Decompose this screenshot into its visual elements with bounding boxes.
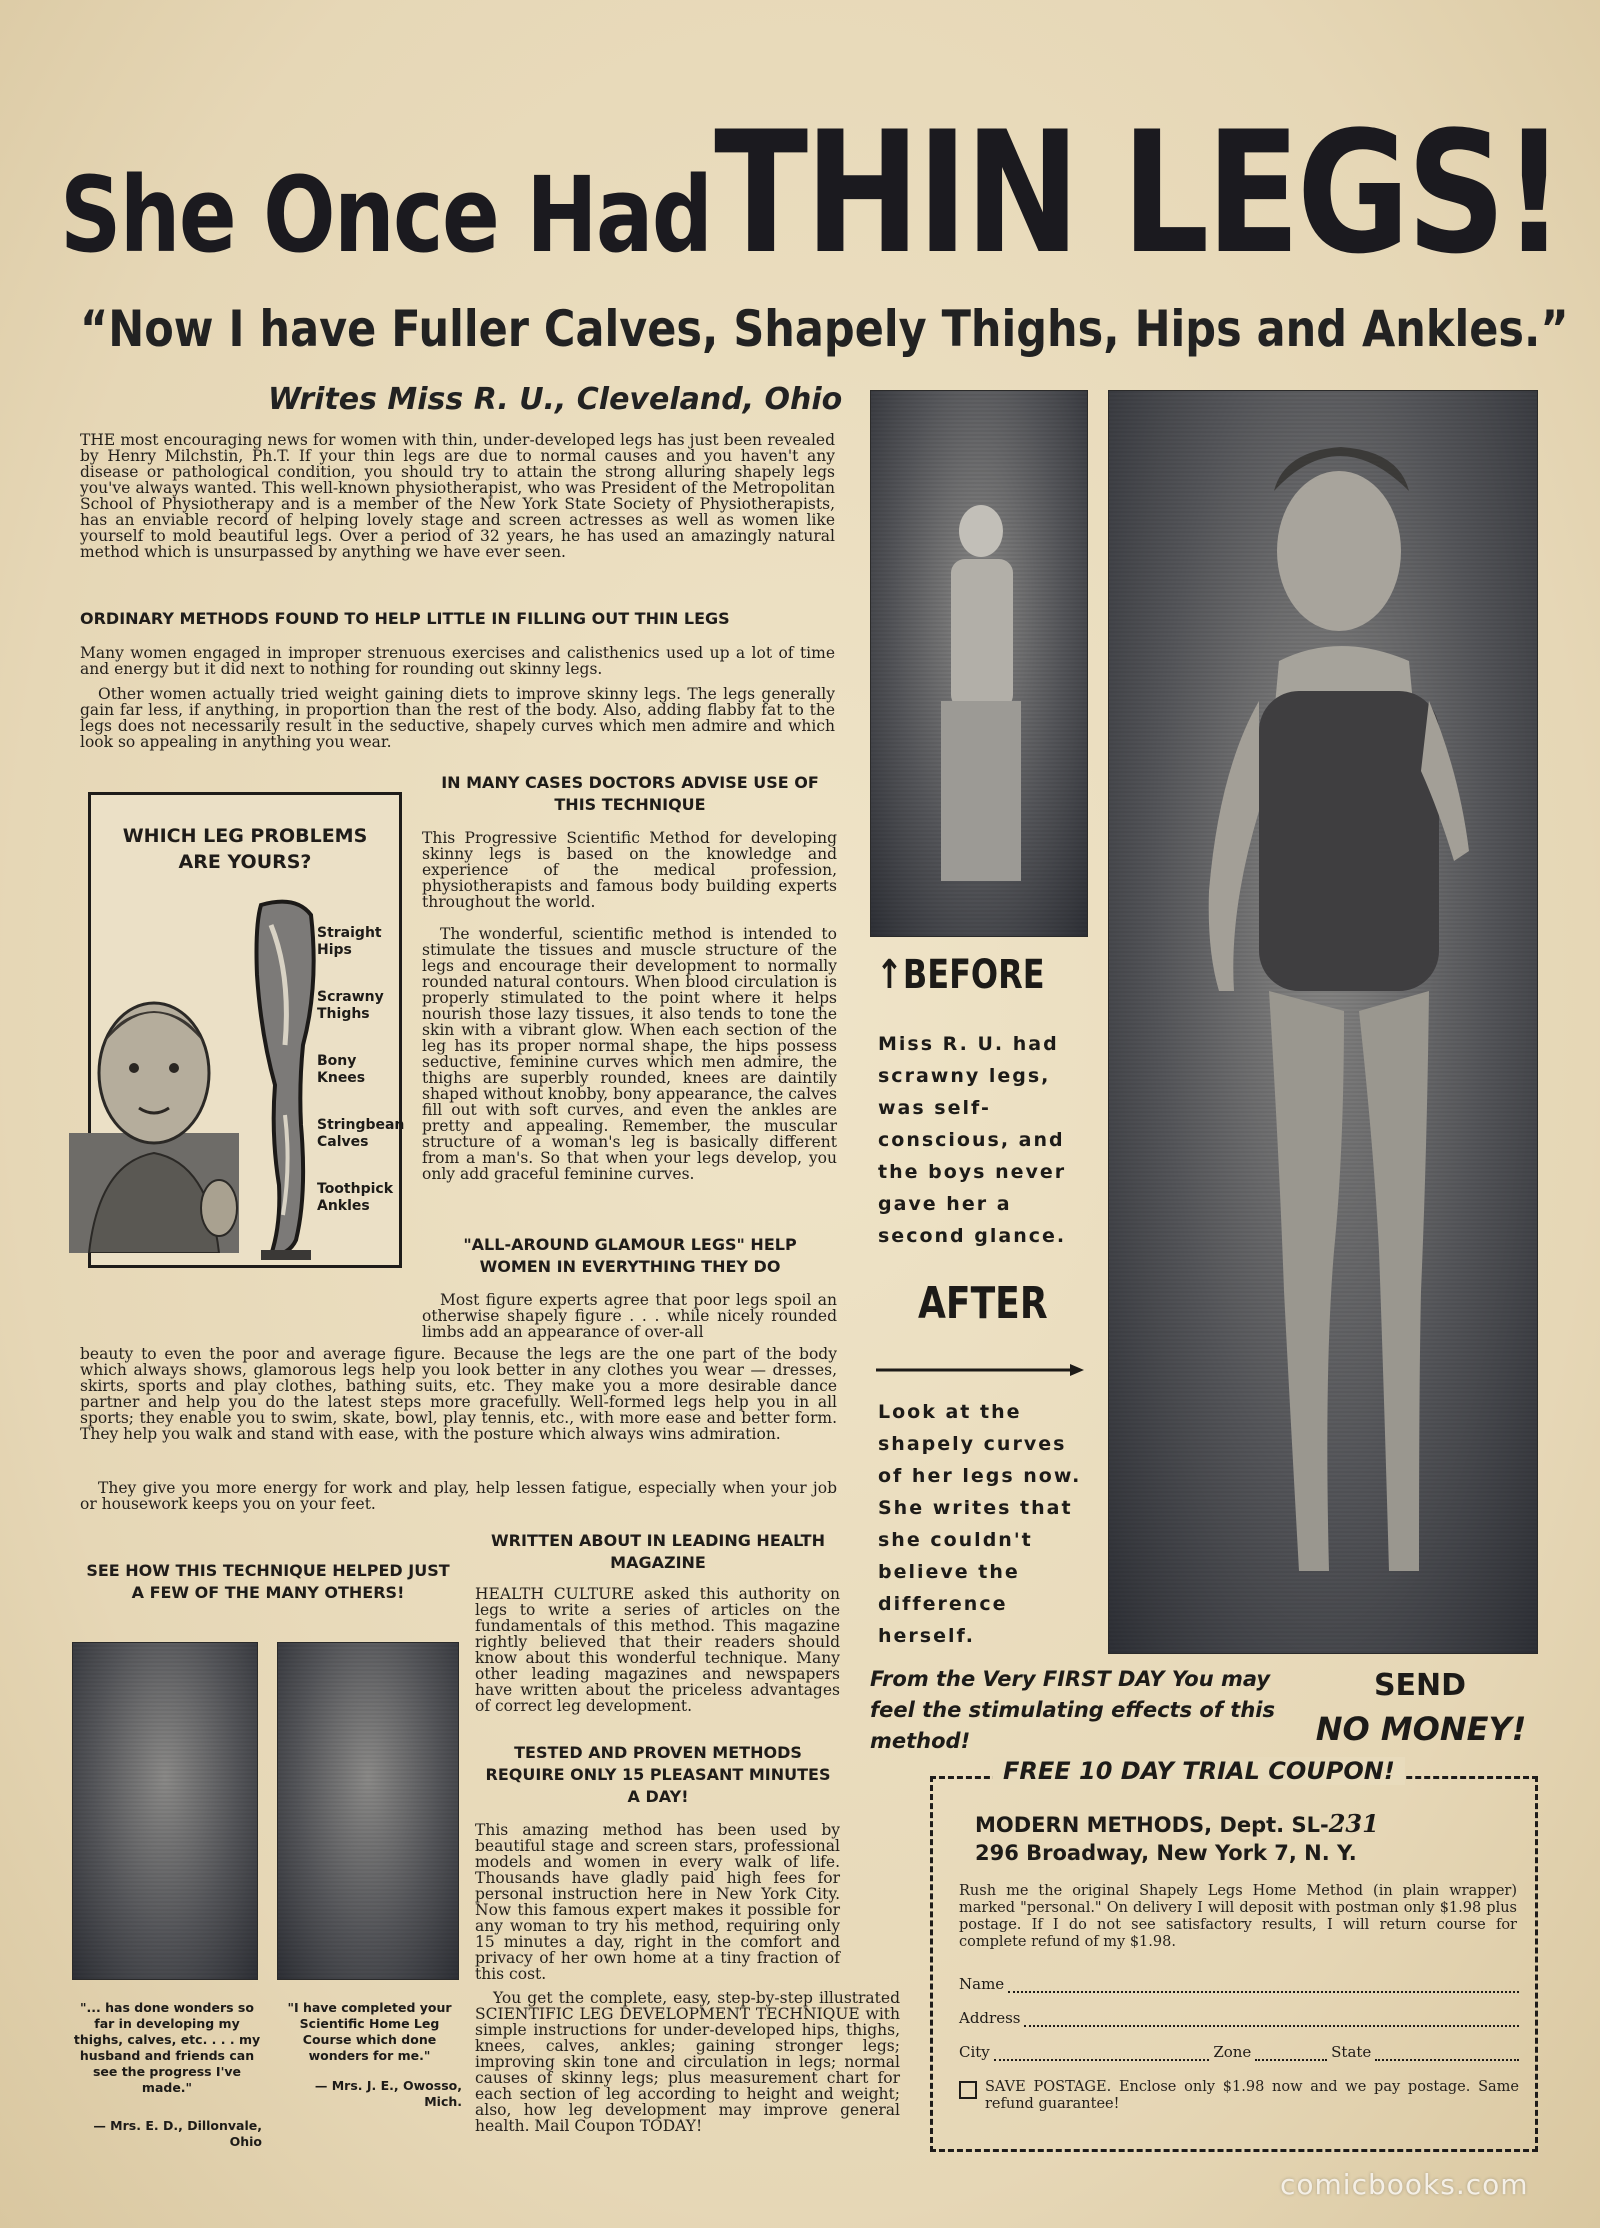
coupon-dept-number: 231 [1328,1809,1379,1838]
after-figure-icon [1109,391,1537,1653]
address-label: Address [959,2009,1021,2027]
testimonial-author-2: — Mrs. J. E., Owosso, Mich. [314,2078,462,2109]
section3-p1b: beauty to even the poor and average figure. Because the legs are the one part of the body which always shows, glamorous legs help you look better in any clothes you wear — dresses, skirts, sports and play clothes, bathing suits, etc. They make you a more desirable dance partner and help you do the latest steps more gracefully. Well-formed legs help you in all sports; they enable you to swim, skate, bowl, play tennis, etc., with more ease and better form. They help you walk and stand with ease, with the posture which always wins admiration. [80,1345,837,1443]
coupon-address: 296 Broadway, New York 7, N. Y. [975,1841,1357,1865]
testimonial-photo-1 [72,1642,258,1980]
address-field[interactable] [959,2009,1519,2027]
leg-label-ankles: Toothpick Ankles [317,1181,394,1214]
intro-paragraph: THE most encouraging news for women with thin, under-developed legs has just been revealed by Henry Milchstin, Ph.T. If your thin legs are due to normal causes and you haven't any disease or pathological condition, you should try to attain the strong alluring shapely legs you've always wanted. This well-known physiotherapist, who was President of the Metropolitan School of Physiotherapy and is a member of the New York State Society of Physiotherapists, has an enviable record of helping lovely stage and screen actresses as well as women like yourself to mold beautiful legs. Over a period of 32 years, he has used an amazingly natural method which is unsurpassed by anything we have ever seen. [80,431,835,561]
section5-p2: You get the complete, easy, step-by-step illustrated SCIENTIFIC LEG DEVELOPMENT TECHNIQUE with simple instructions for under-developed hips, thighs, knees, calves, ankles; gaining stronger legs; improving skin tone and circulation in legs; normal causes of skinny legs; plus measurement chart for each section of leg according to height and weight; also, how leg development may improve general health. Mail Coupon TODAY! [475,1989,900,2135]
up-arrow-icon: ↑ [876,952,903,998]
headline [60,95,1563,291]
section1-p2: Other women actually tried weight gaining diets to improve skinny legs. The legs generally gain far less, if anything, in proportion than the rest of the body. Also, adding flabby fat to the legs does not necessarily result in the seductive, shapely curves which men admire and which look so appealing in anything you wear. [80,685,835,751]
leg-label-knees: Bony Knees [317,1053,366,1086]
before-label-text: BEFORE [902,952,1045,998]
name-input-line[interactable] [1008,1979,1519,1993]
watermark: comicbooks.com [1280,2168,1529,2201]
leg-label-thighs: Scrawny Thighs [317,989,384,1022]
section2-p1: This Progressive Scientific Method for developing skinny legs is based on the knowledge and experience of the medical profession, physiotherapists and famous body building experts throughout the world. [422,829,837,911]
section4-heading: WRITTEN ABOUT IN LEADING HEALTH MAGAZINE [491,1531,825,1572]
coupon-title: FREE 10 DAY TRIAL COUPON! [993,1757,1405,1785]
section5-heading: TESTED AND PROVEN METHODS REQUIRE ONLY 15 PLEASANT MINUTES A DAY! [485,1743,831,1806]
leg-problem-list [317,925,405,1245]
expert-portrait [69,963,239,1253]
trial-coupon[interactable] [930,1757,1538,2152]
first-day-text: From the Very FIRST DAY You may feel the stimulating effects of this method! [870,1667,1275,1753]
section2-p2: The wonderful, scientific method is intended to stimulate the tissues and muscle structure of the legs and encourage their development to normally rounded natural contours. When blood circulation is properly stimulated to the point where it helps nourish those lazy tissues, it also tends to tone the skin with a vibrant glow. When each section of the leg has its proper normal shape, the hips possess seductive, feminine curves which men admire, the thighs are superbly rounded, knees are daintily shaped without knobby, bony appearance, the calves fill out with soft curves, and even the ankles are pretty and appealing. Remember, the muscular structure of a woman's leg is basically different from a man's. So that when your legs develop, you only add graceful feminine curves. [422,925,837,1183]
coupon-company [975,1809,1379,1838]
subheadline: “Now I have Fuller Calves, Shapely Thighs, Hips and Ankles.” [80,300,1569,358]
section2-heading: IN MANY CASES DOCTORS ADVISE USE OF THIS TECHNIQUE [441,773,819,814]
coupon-company-name: MODERN METHODS, Dept. SL- [975,1813,1329,1837]
before-figure-icon [871,391,1087,936]
section5-p1: This amazing method has been used by beautiful stage and screen stars, professional models and women in every walk of life. Thousands have gladly paid high fees for personal instruction here in New York City. Now this famous expert makes it possible for any woman to try his method, requiring only 15 minutes a day, right in the comfort and privacy of her own home at a tiny fraction of this cost. [475,1821,840,1983]
after-caption: Look at the shapely curves of her legs now. She writes that she couldn't believe the difference herself. [878,1401,1082,1647]
after-label: AFTER [918,1278,1048,1329]
leg-label-calves: Stringbean Calves [317,1117,405,1150]
no-money-text: NO MONEY! [1315,1710,1527,1748]
city-input-line[interactable] [994,2047,1210,2061]
name-label: Name [959,1975,1005,1993]
right-arrow-icon [876,1362,1086,1376]
section4-p1: HEALTH CULTURE asked this authority on legs to write a series of articles on the fundamentals of this method. This magazine rightly believed that their readers should know about this wonderful technique. Many other leading magazines and newspapers have written about the priceless advantages of correct leg development. [475,1585,840,1715]
testimonial-photo-2 [277,1642,459,1980]
send-text: SEND [1373,1668,1467,1703]
city-label: City [959,2043,990,2061]
section1-p1: Many women engaged in improper strenuous exercises and calisthenics used up a lot of time and energy but it did next to nothing for rounding out skinny legs. [80,644,835,678]
city-zone-state-field[interactable] [959,2043,1519,2061]
leg-box-title: WHICH LEG PROBLEMS ARE YOURS? [122,825,368,873]
before-photo [870,390,1088,937]
address-input-line[interactable] [1024,2013,1519,2027]
before-label [876,952,1045,998]
state-label: State [1331,2043,1372,2061]
section3-p2: They give you more energy for work and play, help lessen fatigue, especially when your job or housework keeps you on your feet. [80,1479,837,1513]
section3-heading: "ALL-AROUND GLAMOUR LEGS" HELP WOMEN IN EVERYTHING THEY DO [463,1235,797,1276]
coupon-body: Rush me the original Shapely Legs Home Method (in plain wrapper) marked "personal." On delivery I will deposit with postman only $1.98 plus postage. If I do not see satisfactory results, I will return course for complete refund of my $1.98. [959,1883,1517,1950]
before-caption: Miss R. U. had scrawny legs, was self-conscious, and the boys never gave her a second glance. [878,1033,1067,1247]
after-photo [1108,390,1538,1654]
testimonial-quote-1: "... has done wonders so far in developing my thighs, calves, etc. . . . my husband and friends can see the progress I've made." [73,2000,261,2095]
testimonials-heading: SEE HOW THIS TECHNIQUE HELPED JUST A FEW OF THE MANY OTHERS! [86,1561,450,1602]
byline: Writes Miss R. U., Cleveland, Ohio [268,382,843,417]
headline-part1: She Once Had [60,154,712,276]
leg-problems-box [88,792,405,1268]
save-postage-text: SAVE POSTAGE. Enclose only $1.98 now and we pay postage. Same refund guarantee! [985,2079,1519,2112]
testimonial-quote-2: "I have completed your Scientific Home Leg Course which done wonders for me." [287,2000,452,2063]
save-postage-checkbox[interactable] [959,2081,977,2099]
section3-p1a: Most figure experts agree that poor legs spoil an otherwise shapely figure . . . while nicely rounded limbs add an appearance of over-all [422,1291,837,1341]
zone-label: Zone [1213,2043,1252,2061]
zone-input-line[interactable] [1255,2047,1327,2061]
section1-heading: ORDINARY METHODS FOUND TO HELP LITTLE IN FILLING OUT THIN LEGS [80,609,730,628]
leg-label-hips: Straight Hips [317,925,382,958]
name-field[interactable] [959,1975,1519,1993]
testimonial-author-1: — Mrs. E. D., Dillonvale, Ohio [93,2118,262,2149]
state-input-line[interactable] [1375,2047,1519,2061]
headline-part2: THIN LEGS! [714,95,1563,291]
